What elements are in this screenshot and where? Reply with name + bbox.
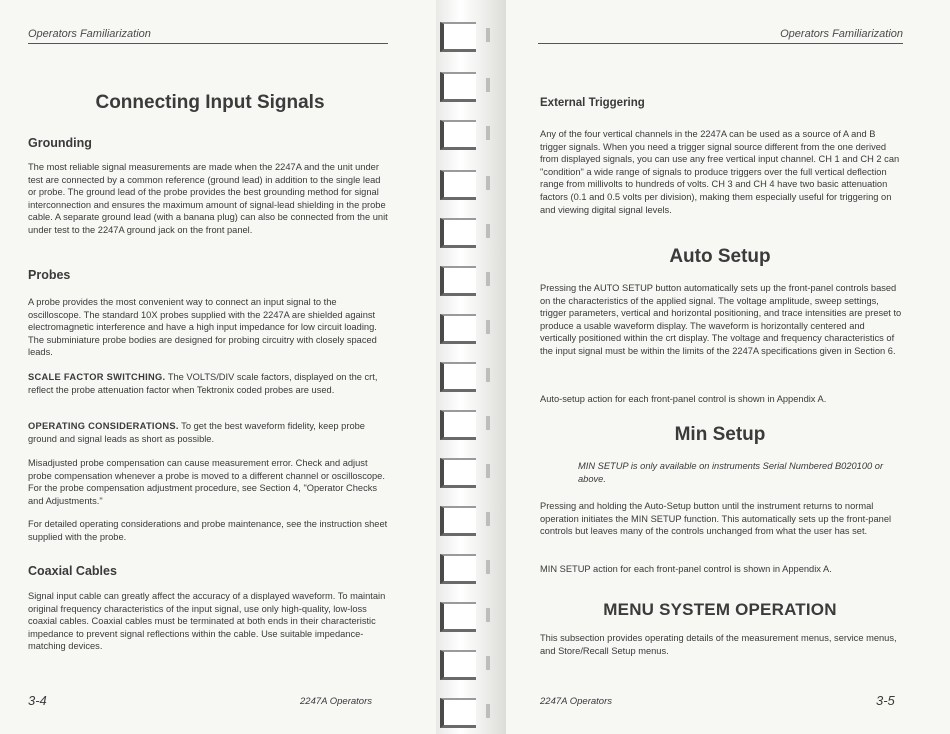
paragraph-auto-setup: Pressing the AUTO SETUP button automatically sets up the front-panel controls based on the characteristics of the applied signal. The voltage amplitude, sweep settings, trigger parameters, vertical and horizontal positioning, and trace intensities are preset to produce a usable waveform display. The waveform is horizontally centered and vertically positioned within the crt display. The voltage and frequency characteristics of the input signal must be within the limits of the 2247A specifications given in Section 6. bbox=[540, 283, 902, 356]
paragraph-scale-factor bbox=[28, 371, 390, 396]
left-page-number: 3-4 bbox=[28, 693, 47, 708]
heading-grounding: Grounding bbox=[28, 136, 92, 150]
binding-ring bbox=[440, 218, 476, 248]
binding-ring bbox=[440, 458, 476, 488]
operating-considerations-lead: OPERATING CONSIDERATIONS. bbox=[28, 421, 179, 431]
left-footer: 2247A Operators bbox=[300, 696, 372, 707]
paragraph-probes: A probe provides the most convenient way to connect an input signal to the oscilloscope. The standard 10X probes supplied with the 2247A are shielded against electromagnetic interference and have a high input impedance for low circuit loading. The subminiature probe bodies are designed for probing circuitry with closely spaced leads. bbox=[28, 297, 377, 358]
heading-probes: Probes bbox=[28, 268, 71, 282]
section-title-min-setup: Min Setup bbox=[674, 424, 766, 445]
paragraph-min-setup: Pressing and holding the Auto-Setup button until the instrument returns to normal operation initiates the MIN SETUP function. This automatically sets up the front-panel controls but leaves many of the controls unchanged from what the user has set. bbox=[540, 501, 892, 537]
binding-ring bbox=[440, 72, 476, 102]
binding-ring bbox=[440, 170, 476, 200]
heading-coaxial-cables: Coaxial Cables bbox=[28, 564, 117, 578]
binding-ring bbox=[440, 698, 476, 728]
paragraph-grounding: The most reliable signal measurements are made when the 2247A and the unit under test are connected by a common reference (ground lead) in addition to the single lead or probe. The ground lead of the probe provides the best grounding method for signal interconnection and ensures the maximum amount of signal-lead shielding in the probe cable. A separate ground lead (with a banana plug) can also be connected from the unit under test to the 2247A ground jack on the front panel. bbox=[28, 162, 388, 235]
binding-ring bbox=[440, 410, 476, 440]
right-page-number: 3-5 bbox=[876, 693, 895, 708]
scale-factor-text: The VOLTS/DIV scale factors, displayed on the crt, reflect the probe attenuation factor when Tektronix coded probes are used. bbox=[28, 372, 378, 395]
paragraph-coaxial-cables: Signal input cable can greatly affect the accuracy of a displayed waveform. To maintain original frequency characteristics of the input signal, use only high-quality, low-loss coaxial cables. Coaxial cables must be terminated at both ends in their characteristic impedance to prevent signal reflections within the cable. Use suitable impedance-matching devices. bbox=[28, 591, 386, 652]
binding-ring bbox=[440, 650, 476, 680]
section-title-auto-setup: Auto Setup bbox=[669, 246, 771, 267]
binding-ring bbox=[440, 266, 476, 296]
operating-considerations-text: To get the best waveform fidelity, keep probe ground and signal leads as short as possible. bbox=[28, 421, 365, 444]
note-min-setup-appendix: MIN SETUP action for each front-panel control is shown in Appendix A. bbox=[540, 564, 832, 574]
note-auto-setup-appendix: Auto-setup action for each front-panel control is shown in Appendix A. bbox=[540, 394, 827, 404]
binding-ring bbox=[440, 602, 476, 632]
binding-ring bbox=[440, 506, 476, 536]
binding-ring bbox=[440, 120, 476, 150]
paragraph-misadjusted: Misadjusted probe compensation can cause measurement error. Check and adjust probe compensation whenever a probe is moved to a different channel or oscilloscope. For the probe compensation adjustment procedure, see Section 4, "Operator Checks and Adjustments." bbox=[28, 458, 385, 506]
section-title-menu-system-operation: MENU SYSTEM OPERATION bbox=[603, 600, 837, 619]
paragraph-external-triggering: Any of the four vertical channels in the 2247A can be used as a source of A and B trigger signals. When you need a trigger signal source different from the one derived from displayed signals, you can use any free vertical input channel. CH 1 and CH 2 can "condition" a wide range of signals to produce triggers over the full vertical deflection range from millivolts to hundreds of volts. CH 3 and CH 4 have two basic attenuation factors (0.1 and 0.5 volts per division), making them especially useful for triggering on and viewing digital signal levels. bbox=[540, 129, 900, 215]
paragraph-menu-system: This subsection provides operating details of the measurement menus, service menus, and Store/Recall Setup menus. bbox=[540, 633, 897, 656]
right-page bbox=[506, 0, 950, 734]
right-footer: 2247A Operators bbox=[540, 696, 612, 707]
section-title-connecting-input-signals: Connecting Input Signals bbox=[95, 92, 325, 113]
scale-factor-lead: SCALE FACTOR SWITCHING. bbox=[28, 372, 166, 382]
binding-ring bbox=[440, 22, 476, 52]
paragraph-detailed-considerations: For detailed operating considerations and probe maintenance, see the instruction sheet supplied with the probe. bbox=[28, 519, 388, 542]
paragraph-operating-considerations bbox=[28, 420, 390, 445]
left-page bbox=[0, 0, 436, 734]
min-setup-availability-note: MIN SETUP is only available on instruments Serial Numbered B020100 or above. bbox=[578, 461, 884, 484]
heading-external-triggering: External Triggering bbox=[540, 97, 645, 109]
binding-ring bbox=[440, 362, 476, 392]
binding-ring bbox=[440, 314, 476, 344]
left-running-head: Operators Familiarization bbox=[28, 28, 388, 44]
right-running-head: Operators Familiarization bbox=[538, 28, 903, 44]
binding-ring bbox=[440, 554, 476, 584]
